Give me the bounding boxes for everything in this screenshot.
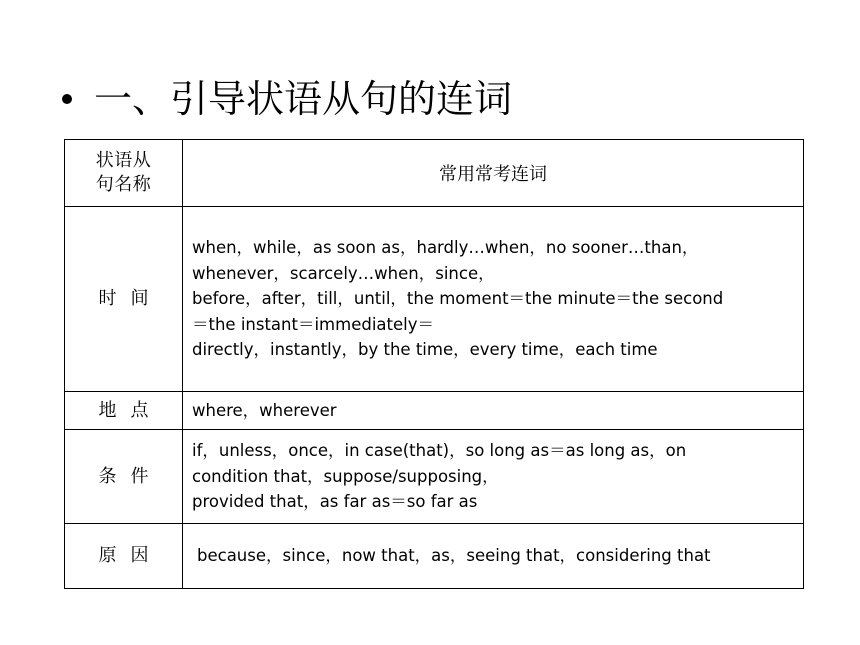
- slide-heading: [62, 74, 512, 124]
- conjunction-line: because，since，now that，as，seeing that，considering that: [197, 546, 711, 566]
- table-row: [65, 392, 804, 430]
- conjunction-line: where，wherever: [192, 400, 337, 420]
- row-name: 原因: [65, 524, 183, 589]
- header-conjunctions: 常用常考连词: [183, 140, 804, 207]
- conjunction-line: whenever，scarcely…when，since，: [192, 263, 495, 283]
- table-header-row: [65, 140, 804, 207]
- conjunction-line: provided that，as far as＝so far as: [192, 492, 478, 512]
- row-name: 条件: [65, 430, 183, 524]
- row-name: 地点: [65, 392, 183, 430]
- header-clause-name: [65, 140, 183, 207]
- header-clause-name-line: 句名称: [95, 174, 152, 195]
- row-conjunctions: [183, 392, 804, 430]
- conjunction-line: condition that，suppose/supposing，: [192, 466, 499, 486]
- conjunction-line: directly，instantly，by the time，every time，each time: [192, 340, 658, 360]
- heading-text: 一、引导状语从句的连词: [94, 77, 513, 121]
- row-conjunctions: [183, 524, 804, 589]
- conjunction-line: when，while，as soon as，hardly…when，no sooner…than，: [192, 238, 699, 258]
- conjunction-line: ＝the instant＝immediately＝: [192, 314, 434, 334]
- table-row: [65, 430, 804, 524]
- row-conjunctions: [183, 430, 804, 524]
- conjunction-line: if，unless，once，in case(that)，so long as＝as long as，on: [192, 441, 687, 461]
- table-row: [65, 524, 804, 589]
- header-clause-name-line: 状语从: [95, 150, 152, 171]
- conjunction-table: [64, 139, 804, 589]
- conjunction-line: before，after，till，until，the moment＝the minute＝the second: [192, 289, 724, 309]
- row-name: 时间: [65, 207, 183, 392]
- bullet-icon: [62, 94, 72, 104]
- row-conjunctions: [183, 207, 804, 392]
- table-row: [65, 207, 804, 392]
